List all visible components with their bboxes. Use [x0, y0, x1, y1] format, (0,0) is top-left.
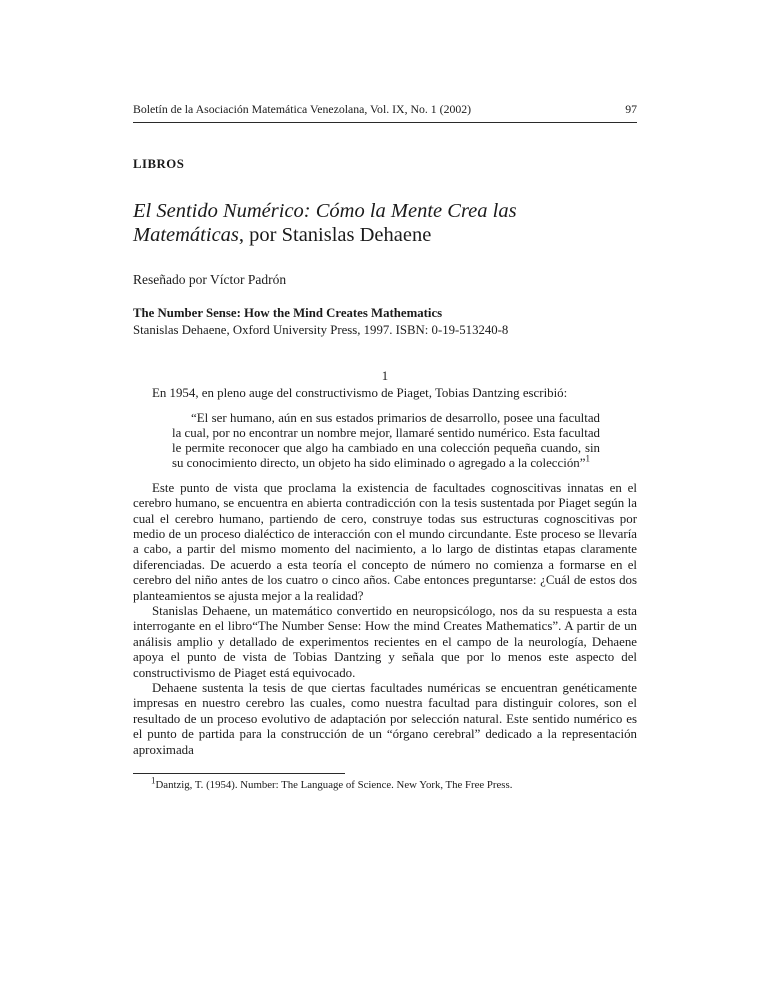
- footnote-mark: 1: [151, 775, 156, 786]
- section-label: LIBROS: [133, 157, 185, 171]
- article-title-byline: , por Stanislas Dehaene: [238, 224, 432, 247]
- reviewer-line: Reseñado por Víctor Padrón: [133, 272, 287, 288]
- page-header: [133, 102, 637, 123]
- quote-footnote-mark: 1: [585, 454, 590, 465]
- footnote-rule: [133, 773, 345, 774]
- book-publication: Stanislas Dehaene, Oxford University Press, 1997. ISBN: 0-19-513240-8: [133, 322, 509, 337]
- paragraph: En 1954, en pleno auge del constructivismo de Piaget, Tobias Dantzing escribió:: [152, 386, 568, 401]
- document-page: [133, 102, 637, 792]
- book-reference: [133, 305, 637, 338]
- article-title-italic: El Sentido Numérico: Cómo la Mente Crea las Matemáticas: [133, 200, 517, 247]
- footnote-text: Dantzig, T. (1954). Number: The Language of Science. New York, The Free Press.: [155, 779, 513, 792]
- footnote: [133, 775, 637, 792]
- article-title: [133, 199, 581, 247]
- quote-text: “El ser humano, aún en sus estados primarios de desarrollo, posee una facultad la cual, por no encontrar un nombre mejor, llamaré sentido numérico. Esta facultad le permite reconocer que algo ha cambiado en una colección pequeña cuando, sin su conocimiento directo, un objeto ha sido eliminado o agregado a la colección”: [172, 410, 600, 471]
- paragraph: Este punto de vista que proclama la existencia de facultades cognoscitivas innatas en el cerebro humano, se encuentra en abierta contradicción con la tesis sustentada por Piaget según la cual el cerebro humano, partiendo de cero, construye todas sus estructuras cognoscitivas por medio de un proceso dialéctico de interacción con el mundo circundante. Este proceso se llevaría a cabo, a partir del mismo momento del nacimiento, a lo largo de distintas etapas claramente diferenciadas. De acuerdo a esta teoría el concepto de número no comienza a formarse en el cerebro del niño antes de los cuatro o cinco años. Cabe entonces preguntarse: ¿Cuál de estos dos planteamientos se ajusta mejor a la realidad?: [133, 480, 637, 603]
- journal-title: Boletín de la Asociación Matemática Venezolana, Vol. IX, No. 1 (2002): [133, 102, 472, 116]
- book-title: The Number Sense: How the Mind Creates Mathematics: [133, 306, 443, 321]
- section-number: 1: [381, 369, 389, 384]
- paragraph: Dehaene sustenta la tesis de que ciertas facultades numéricas se encuentran genéticamente impresas en nuestro cerebro las cuales, como nuestra facultad para distinguir colores, son el resultado de un proceso evolutivo de adaptación por selección natural. Este sentido numérico es el punto de partida para la construcción de un “órgano cerebral” dedicado a la representación aproximada: [133, 681, 637, 757]
- page-number: 97: [625, 102, 637, 116]
- paragraph: Stanislas Dehaene, un matemático convertido en neuropsicólogo, nos da su respuesta a esta interrogante en el libro“The Number Sense: How the mind Creates Mathematics”. A partir de un análisis amplio y detallado de experimentos recientes en el campo de la neurología, Dehaene apoya el punto de vista de Tobias Dantzing y señala que por lo menos este aspecto del constructivismo de Piaget está equivocado.: [133, 603, 637, 680]
- footnote-area: [133, 773, 637, 792]
- quote-block: [172, 411, 600, 472]
